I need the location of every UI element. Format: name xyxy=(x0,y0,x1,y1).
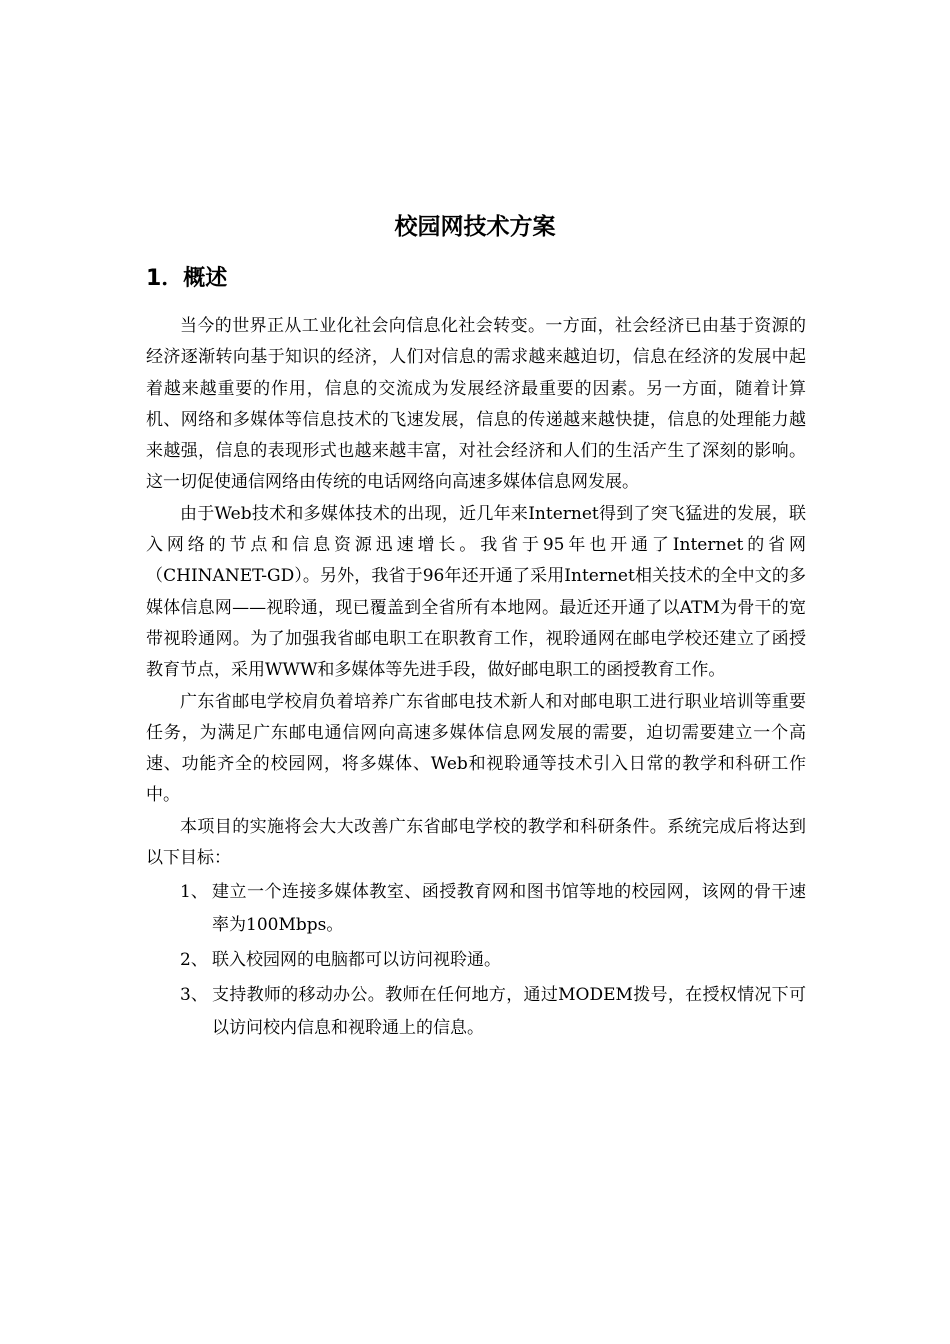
paragraph: 本项目的实施将会大大改善广东省邮电学校的教学和科研条件。系统完成后将达到以下目标： xyxy=(146,816,806,869)
paragraph: 由于Web技术和多媒体技术的出现，近几年来Internet得到了突飞猛进的发展，联入网络的节点和信息资源迅速增长。我省于95年也开通了Internet的省网（CHINANET-GD）。另外，我省于96年还开通了采用Internet相关技术的全中文的多媒体信息网——视聆通，现已覆盖到全省所有本地网。最近还开通了以ATM为骨干的宽带视聆通网。为了加强我省邮电职工在职教育工作，视聆通网在邮电学校还建立了函授教育节点，采用WWW和多媒体等先进手段，做好邮电职工的函授教育工作。 xyxy=(146,503,806,681)
document-title: 校园网技术方案 xyxy=(394,214,556,240)
list-item xyxy=(146,876,806,942)
section-heading: 1．概述 xyxy=(146,266,228,291)
paragraph: 广东省邮电学校肩负着培养广东省邮电技术新人和对邮电职工进行职业培训等重要任务，为满足广东邮电通信网向高速多媒体信息网发展的需要，迫切需要建立一个高速、功能齐全的校园网，将多媒体、Web和视聆通等技术引入日常的教学和科研工作中。 xyxy=(146,691,806,806)
paragraph: 当今的世界正从工业化社会向信息化社会转变。一方面，社会经济已由基于资源的经济逐渐转向基于知识的经济，人们对信息的需求越来越迫切，信息在经济的发展中起着越来越重要的作用，信息的交流成为发展经济最重要的因素。另一方面，随着计算机、网络和多媒体等信息技术的飞速发展，信息的传递越来越快捷，信息的处理能力越来越强，信息的表现形式也越来越丰富，对社会经济和人们的生活产生了深刻的影响。这一切促使通信网络由传统的电话网络向高速多媒体信息网发展。 xyxy=(146,316,806,493)
list-item-text: 支持教师的移动办公。教师在任何地方，通过MODEM拨号，在授权情况下可以访问校内信息和视聆通上的信息。 xyxy=(212,985,806,1039)
list-item-text: 建立一个连接多媒体教室、函授教育网和图书馆等地的校园网，该网的骨干速率为100Mbps。 xyxy=(212,882,806,936)
list-number: 2、 xyxy=(180,950,208,971)
goals-list xyxy=(146,876,806,1045)
list-number: 1、 xyxy=(180,882,208,903)
list-item xyxy=(146,944,806,977)
list-item-text: 联入校园网的电脑都可以访问视聆通。 xyxy=(212,950,501,971)
list-item xyxy=(146,979,806,1045)
list-number: 3、 xyxy=(180,985,208,1006)
document-body xyxy=(146,311,806,1045)
